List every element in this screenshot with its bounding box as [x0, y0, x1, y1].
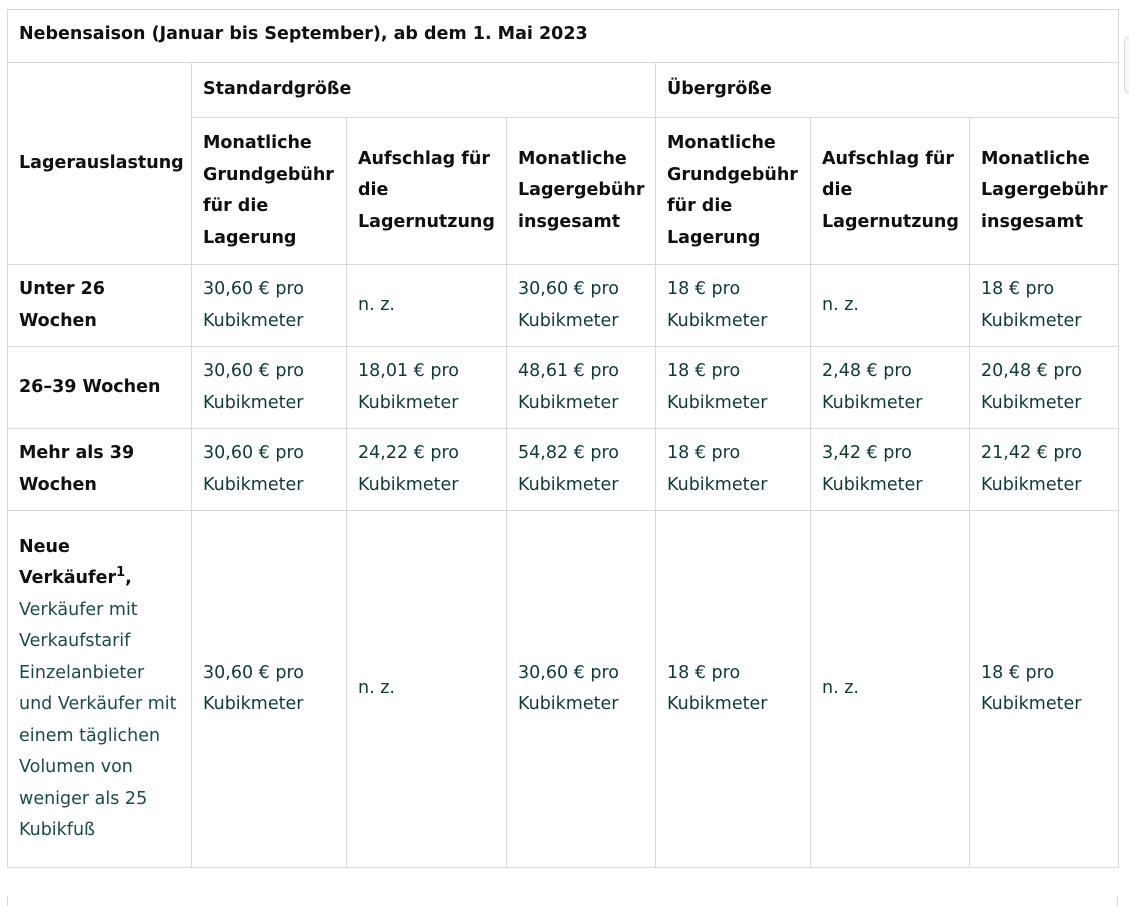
- cell-std-surcharge: n. z.: [347, 265, 507, 347]
- cell-std-total: 30,60 € pro Kubikmeter: [507, 265, 656, 347]
- cell-std-total: 30,60 € pro Kubikmeter: [507, 511, 656, 868]
- col-header-over-total: Monatliche Lagergebühr insgesamt: [970, 118, 1119, 265]
- scroll-tab[interactable]: [1124, 36, 1129, 94]
- col-header-std-surcharge: Aufschlag für die Lagernutzung: [347, 118, 507, 265]
- group-header-row: [8, 63, 1119, 118]
- table-row: [8, 429, 1119, 511]
- cell-std-base: 30,60 € pro Kubikmeter: [192, 511, 347, 868]
- cell-over-surcharge: n. z.: [811, 511, 970, 868]
- table-row: [8, 265, 1119, 347]
- cell-over-surcharge: n. z.: [811, 265, 970, 347]
- cell-std-base: 30,60 € pro Kubikmeter: [192, 347, 347, 429]
- table-row: [8, 511, 1119, 868]
- row-label-detail: Verkäufer mit Verkaufstarif Einzelanbieter und Verkäufer mit einem täglichen Volumen von weniger als 25 Kubikfuß: [19, 599, 177, 840]
- col-header-std-base: Monatliche Grundgebühr für die Lagerung: [192, 118, 347, 265]
- row-label: 26–39 Wochen: [8, 347, 192, 429]
- table-continuation: [7, 896, 1118, 906]
- cell-over-total: 18 € pro Kubikmeter: [970, 265, 1119, 347]
- cell-over-base: 18 € pro Kubikmeter: [656, 511, 811, 868]
- row-header-label: Lagerauslastung: [8, 63, 192, 265]
- storage-fee-table: [7, 9, 1119, 868]
- footnote-marker: 1: [116, 565, 126, 581]
- cell-over-base: 18 € pro Kubikmeter: [656, 347, 811, 429]
- row-label-comma: ,: [125, 568, 132, 588]
- row-label: Mehr als 39 Wochen: [8, 429, 192, 511]
- row-label: Unter 26 Wochen: [8, 265, 192, 347]
- cell-over-total: 21,42 € pro Kubikmeter: [970, 429, 1119, 511]
- cell-over-total: 18 € pro Kubikmeter: [970, 511, 1119, 868]
- cell-over-base: 18 € pro Kubikmeter: [656, 429, 811, 511]
- col-header-std-total: Monatliche Lagergebühr insgesamt: [507, 118, 656, 265]
- cell-std-total: 48,61 € pro Kubikmeter: [507, 347, 656, 429]
- group-oversize-header: Übergröße: [656, 63, 1119, 118]
- cell-std-base: 30,60 € pro Kubikmeter: [192, 265, 347, 347]
- cell-over-surcharge: 2,48 € pro Kubikmeter: [811, 347, 970, 429]
- caption-row: [8, 10, 1119, 63]
- table-caption: Nebensaison (Januar bis September), ab dem 1. Mai 2023: [8, 10, 1119, 63]
- cell-over-total: 20,48 € pro Kubikmeter: [970, 347, 1119, 429]
- row-label: [8, 511, 192, 868]
- col-header-over-base: Monatliche Grundgebühr für die Lagerung: [656, 118, 811, 265]
- cell-over-surcharge: 3,42 € pro Kubikmeter: [811, 429, 970, 511]
- cell-std-surcharge: 24,22 € pro Kubikmeter: [347, 429, 507, 511]
- cell-std-surcharge: 18,01 € pro Kubikmeter: [347, 347, 507, 429]
- group-standard-header: Standardgröße: [192, 63, 656, 118]
- cell-std-total: 54,82 € pro Kubikmeter: [507, 429, 656, 511]
- cell-over-base: 18 € pro Kubikmeter: [656, 265, 811, 347]
- cell-std-surcharge: n. z.: [347, 511, 507, 868]
- col-header-over-surcharge: Aufschlag für die Lagernutzung: [811, 118, 970, 265]
- row-label-strong: Neue Verkäufer: [19, 536, 117, 588]
- storage-fee-table-container: [7, 9, 1118, 868]
- table-row: [8, 347, 1119, 429]
- cell-std-base: 30,60 € pro Kubikmeter: [192, 429, 347, 511]
